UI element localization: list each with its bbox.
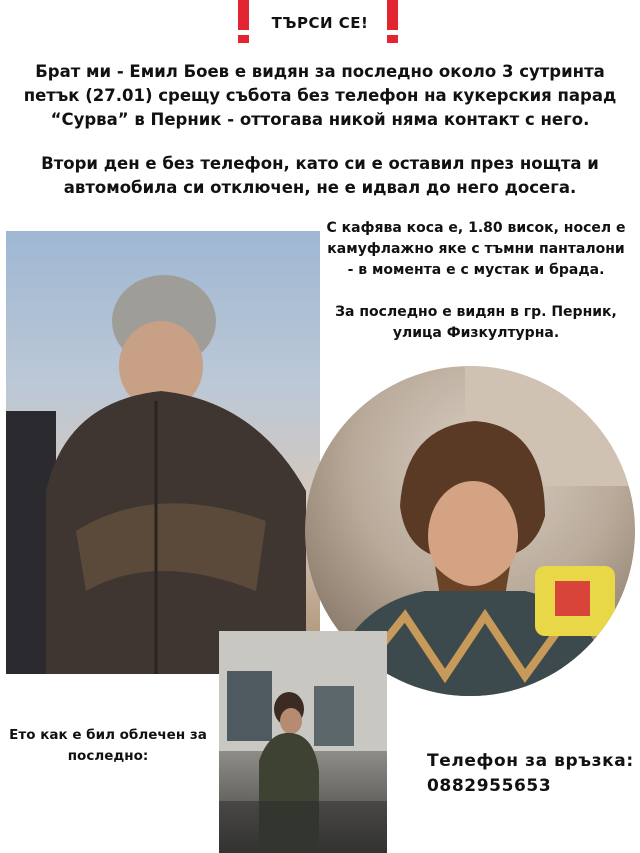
second-line: Втори ден е без телефон, като си е оставил през нощта и [41, 154, 599, 173]
caption-line: Ето как е бил облечен за [9, 727, 207, 743]
street-photo [219, 631, 387, 853]
intro-line: Брат ми - Емил Боев е видян за последно около 3 сутринта [35, 62, 605, 81]
portrait-photo [6, 231, 320, 674]
description-block [312, 218, 640, 281]
outfit-caption [8, 725, 208, 767]
description-line: камуфлажно яке с тъмни панталони [327, 241, 625, 257]
contact-label: Телефон за връзка: [427, 751, 634, 771]
intro-line: “Сурва” в Перник - оттогава никой няма контакт с него. [50, 110, 590, 129]
description-line: - в момента е с мустак и брада. [347, 262, 605, 278]
description-line: С кафява коса е, 1.80 висок, носел е [326, 220, 626, 236]
last-seen-line: За последно е видян в гр. Перник, [335, 304, 617, 320]
intro-line: петък (27.01) срещу събота без телефон на кукерския парад [23, 86, 617, 105]
phone-number[interactable]: 0882955653 [427, 776, 552, 796]
caption-line: последно: [67, 748, 149, 764]
last-seen-block [312, 302, 640, 344]
contact-block [427, 749, 634, 799]
poster-title: ТЪРСИ СЕ! [271, 14, 369, 32]
second-line: автомобила си отключен, не е идвал до него досега. [63, 178, 577, 197]
last-seen-line: улица Физкултурна. [392, 325, 560, 341]
intro-paragraph [0, 60, 640, 132]
second-paragraph [0, 152, 640, 200]
